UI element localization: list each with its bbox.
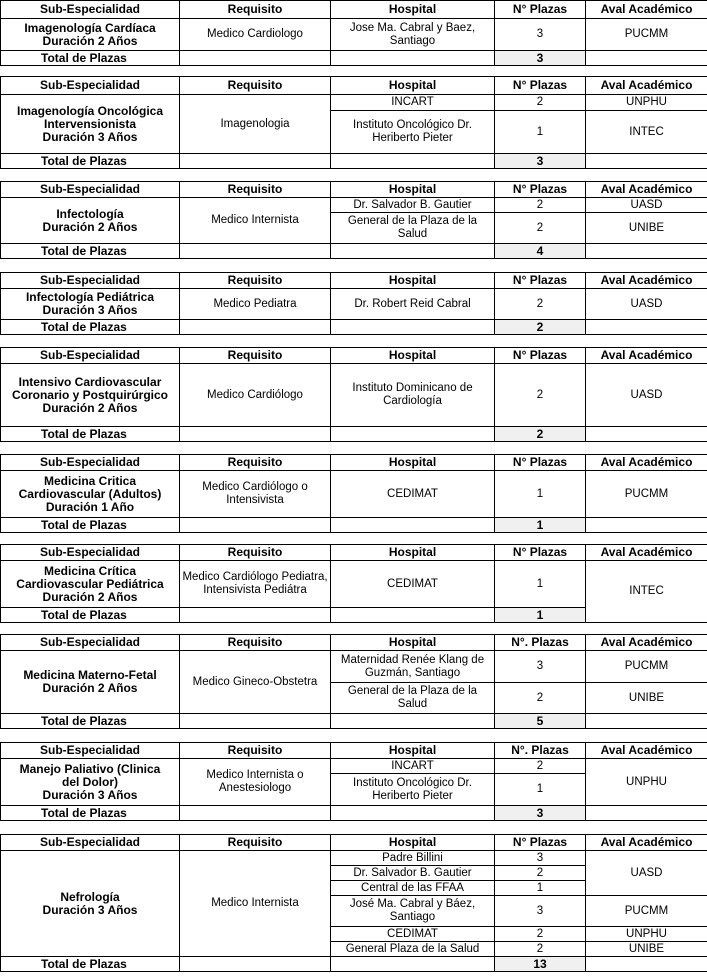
plazas: 1: [495, 111, 586, 154]
specialty-name: Nefrología Duración 3 Años: [1, 851, 180, 957]
header-aval: Aval Académico: [586, 273, 707, 289]
hospital: CEDIMAT: [331, 561, 495, 608]
header-requisito: Requisito: [180, 348, 331, 364]
plazas: 2: [495, 683, 586, 714]
aval: UNIBE: [586, 683, 707, 714]
plazas: 2: [495, 198, 586, 213]
hospital: Padre Billini: [331, 851, 495, 866]
aval: UASD: [586, 851, 707, 896]
requirement: Medico Pediatra: [180, 289, 331, 320]
total-value: 5: [495, 714, 586, 729]
header-sub-especialidad: Sub-Especialidad: [1, 1, 180, 19]
block-infectologia-pediatrica: [0, 272, 707, 335]
aval: UNPHU: [586, 95, 707, 111]
requirement: Medico Cardiologo: [180, 19, 331, 51]
header-sub-especialidad: Sub-Especialidad: [1, 77, 180, 95]
specialty-name: Medicina Materno-Fetal Duración 2 Años: [1, 651, 180, 714]
plazas: 1: [495, 471, 586, 518]
total-value: 3: [495, 154, 586, 169]
header-sub-especialidad: Sub-Especialidad: [1, 455, 180, 471]
requirement: Medico Cardiólogo: [180, 364, 331, 427]
total-label: Total de Plazas: [1, 714, 180, 729]
requirement: Medico Gineco-Obstetra: [180, 651, 331, 714]
header-requisito: Requisito: [180, 1, 331, 19]
plazas: 3: [495, 651, 586, 683]
aval: PUCMM: [586, 896, 707, 927]
header-sub-especialidad: Sub-Especialidad: [1, 545, 180, 561]
header-aval: Aval Académico: [586, 635, 707, 651]
header-plazas: N° Plazas: [495, 455, 586, 471]
specialty-name: Imagenología Oncológica Intervensionista Duración 3 Años: [1, 95, 180, 154]
header-requisito: Requisito: [180, 743, 331, 759]
header-plazas: N° Plazas: [495, 1, 586, 19]
header-plazas: N° Plazas: [495, 348, 586, 364]
header-requisito: Requisito: [180, 545, 331, 561]
total-label: Total de Plazas: [1, 244, 180, 259]
total-label: Total de Plazas: [1, 806, 180, 821]
header-sub-especialidad: Sub-Especialidad: [1, 348, 180, 364]
hospital: Central de las FFAA: [331, 881, 495, 896]
total-label: Total de Plazas: [1, 427, 180, 442]
header-requisito: Requisito: [180, 182, 331, 198]
aval: UASD: [586, 198, 707, 213]
plazas: 2: [495, 364, 586, 427]
header-sub-especialidad: Sub-Especialidad: [1, 635, 180, 651]
plazas: 1: [495, 881, 586, 896]
hospital: Dr. Robert Reid Cabral: [331, 289, 495, 320]
total-value: 2: [495, 427, 586, 442]
aval: PUCMM: [586, 651, 707, 683]
header-hospital: Hospital: [331, 545, 495, 561]
header-plazas: N°. Plazas: [495, 635, 586, 651]
specialty-name: Intensivo Cardiovascular Coronario y Postquirúrgico Duración 2 Años: [1, 364, 180, 427]
hospital: Instituto Dominicano de Cardiología: [331, 364, 495, 427]
block-imagenologia-cardiaca: [0, 0, 707, 66]
total-label: Total de Plazas: [1, 154, 180, 169]
hospital: Instituto Oncológico Dr. Heriberto Pieter: [331, 774, 495, 806]
total-value: 1: [495, 608, 586, 623]
hospital: CEDIMAT: [331, 471, 495, 518]
specialty-name: Imagenología Cardíaca Duración 2 Años: [1, 19, 180, 51]
header-requisito: Requisito: [180, 77, 331, 95]
total-label: Total de Plazas: [1, 957, 180, 972]
header-plazas: N° Plazas: [495, 182, 586, 198]
plazas: 1: [495, 774, 586, 806]
header-requisito: Requisito: [180, 273, 331, 289]
aval: PUCMM: [586, 471, 707, 518]
hospital: Jose Ma. Cabral y Baez, Santiago: [331, 19, 495, 51]
plazas: 3: [495, 896, 586, 927]
total-value: 3: [495, 806, 586, 821]
plazas: 1: [495, 561, 586, 608]
total-value: 2: [495, 320, 586, 335]
hospital: Maternidad Renée Klang de Guzmán, Santiago: [331, 651, 495, 683]
total-value: 13: [495, 957, 586, 972]
block-manejo-paliativo: [0, 742, 707, 821]
header-plazas: N° Plazas: [495, 77, 586, 95]
header-requisito: Requisito: [180, 835, 331, 851]
block-medicina-materno-fetal: [0, 634, 707, 729]
block-nefrologia: [0, 834, 707, 972]
requirement: Medico Cardiólogo Pediatra, Intensivista Pediátra: [180, 561, 331, 608]
header-aval: Aval Académico: [586, 455, 707, 471]
block-imagenologia-oncologica: [0, 76, 707, 169]
plazas: 3: [495, 19, 586, 51]
hospital: CEDIMAT: [331, 927, 495, 942]
header-plazas: N° Plazas: [495, 273, 586, 289]
total-label: Total de Plazas: [1, 608, 180, 623]
block-infectologia: [0, 181, 707, 259]
header-hospital: Hospital: [331, 77, 495, 95]
header-aval: Aval Académico: [586, 743, 707, 759]
header-hospital: Hospital: [331, 743, 495, 759]
header-plazas: N° Plazas: [495, 835, 586, 851]
aval: UNPHU: [586, 927, 707, 942]
header-aval: Aval Académico: [586, 545, 707, 561]
header-requisito: Requisito: [180, 635, 331, 651]
aval: INTEC: [586, 111, 707, 154]
header-hospital: Hospital: [331, 273, 495, 289]
hospital: Dr. Salvador B. Gautier: [331, 866, 495, 881]
hospital: José Ma. Cabral y Báez, Santiago: [331, 896, 495, 927]
total-value: 4: [495, 244, 586, 259]
specialty-name: Medicina Critica Cardiovascular (Adultos) Duración 1 Año: [1, 471, 180, 518]
total-value: 3: [495, 51, 586, 66]
aval: UNPHU: [586, 759, 707, 806]
header-aval: Aval Académico: [586, 1, 707, 19]
hospital: INCART: [331, 759, 495, 774]
header-requisito: Requisito: [180, 455, 331, 471]
plazas: 2: [495, 942, 586, 957]
header-aval: Aval Académico: [586, 835, 707, 851]
plazas: 2: [495, 866, 586, 881]
specialty-name: Manejo Paliativo (Clinica del Dolor) Duración 3 Años: [1, 759, 180, 806]
block-medicina-critica-pediatrica: [0, 544, 707, 623]
hospital: General de la Plaza de la Salud: [331, 683, 495, 714]
plazas: 2: [495, 95, 586, 111]
total-label: Total de Plazas: [1, 320, 180, 335]
hospital: General de la Plaza de la Salud: [331, 213, 495, 244]
hospital: INCART: [331, 95, 495, 111]
header-sub-especialidad: Sub-Especialidad: [1, 273, 180, 289]
hospital: General Plaza de la Salud: [331, 942, 495, 957]
requirement: Medico Internista: [180, 198, 331, 244]
requirement: Medico Internista: [180, 851, 331, 957]
plazas: 2: [495, 213, 586, 244]
header-aval: Aval Académico: [586, 182, 707, 198]
header-hospital: Hospital: [331, 182, 495, 198]
specialty-name: Infectología Pediátrica Duración 3 Años: [1, 289, 180, 320]
aval: UASD: [586, 289, 707, 320]
hospital: Dr. Salvador B. Gautier: [331, 198, 495, 213]
header-hospital: Hospital: [331, 835, 495, 851]
header-sub-especialidad: Sub-Especialidad: [1, 182, 180, 198]
header-aval: Aval Académico: [586, 77, 707, 95]
header-plazas: N°. Plazas: [495, 743, 586, 759]
plazas: 3: [495, 851, 586, 866]
aval: INTEC: [586, 561, 707, 623]
plazas: 2: [495, 927, 586, 942]
requirement: Medico Cardiólogo o Intensivista: [180, 471, 331, 518]
header-aval: Aval Académico: [586, 348, 707, 364]
header-hospital: Hospital: [331, 455, 495, 471]
header-hospital: Hospital: [331, 635, 495, 651]
header-hospital: Hospital: [331, 1, 495, 19]
plazas: 2: [495, 289, 586, 320]
block-medicina-critica-adultos: [0, 454, 707, 533]
header-sub-especialidad: Sub-Especialidad: [1, 743, 180, 759]
specialty-name: Infectología Duración 2 Años: [1, 198, 180, 244]
header-sub-especialidad: Sub-Especialidad: [1, 835, 180, 851]
header-hospital: Hospital: [331, 348, 495, 364]
aval: UASD: [586, 364, 707, 427]
specialty-name: Medicina Crítica Cardiovascular Pediátrica Duración 2 Años: [1, 561, 180, 608]
requirement: Imagenologia: [180, 95, 331, 154]
total-value: 1: [495, 518, 586, 533]
aval: PUCMM: [586, 19, 707, 51]
aval: UNIBE: [586, 942, 707, 957]
header-plazas: N° Plazas: [495, 545, 586, 561]
plazas: 2: [495, 759, 586, 774]
total-label: Total de Plazas: [1, 51, 180, 66]
block-intensivo-cardiovascular: [0, 347, 707, 442]
hospital: Instituto Oncológico Dr. Heriberto Pieter: [331, 111, 495, 154]
requirement: Medico Internista o Anestesiologo: [180, 759, 331, 806]
total-label: Total de Plazas: [1, 518, 180, 533]
aval: UNIBE: [586, 213, 707, 244]
